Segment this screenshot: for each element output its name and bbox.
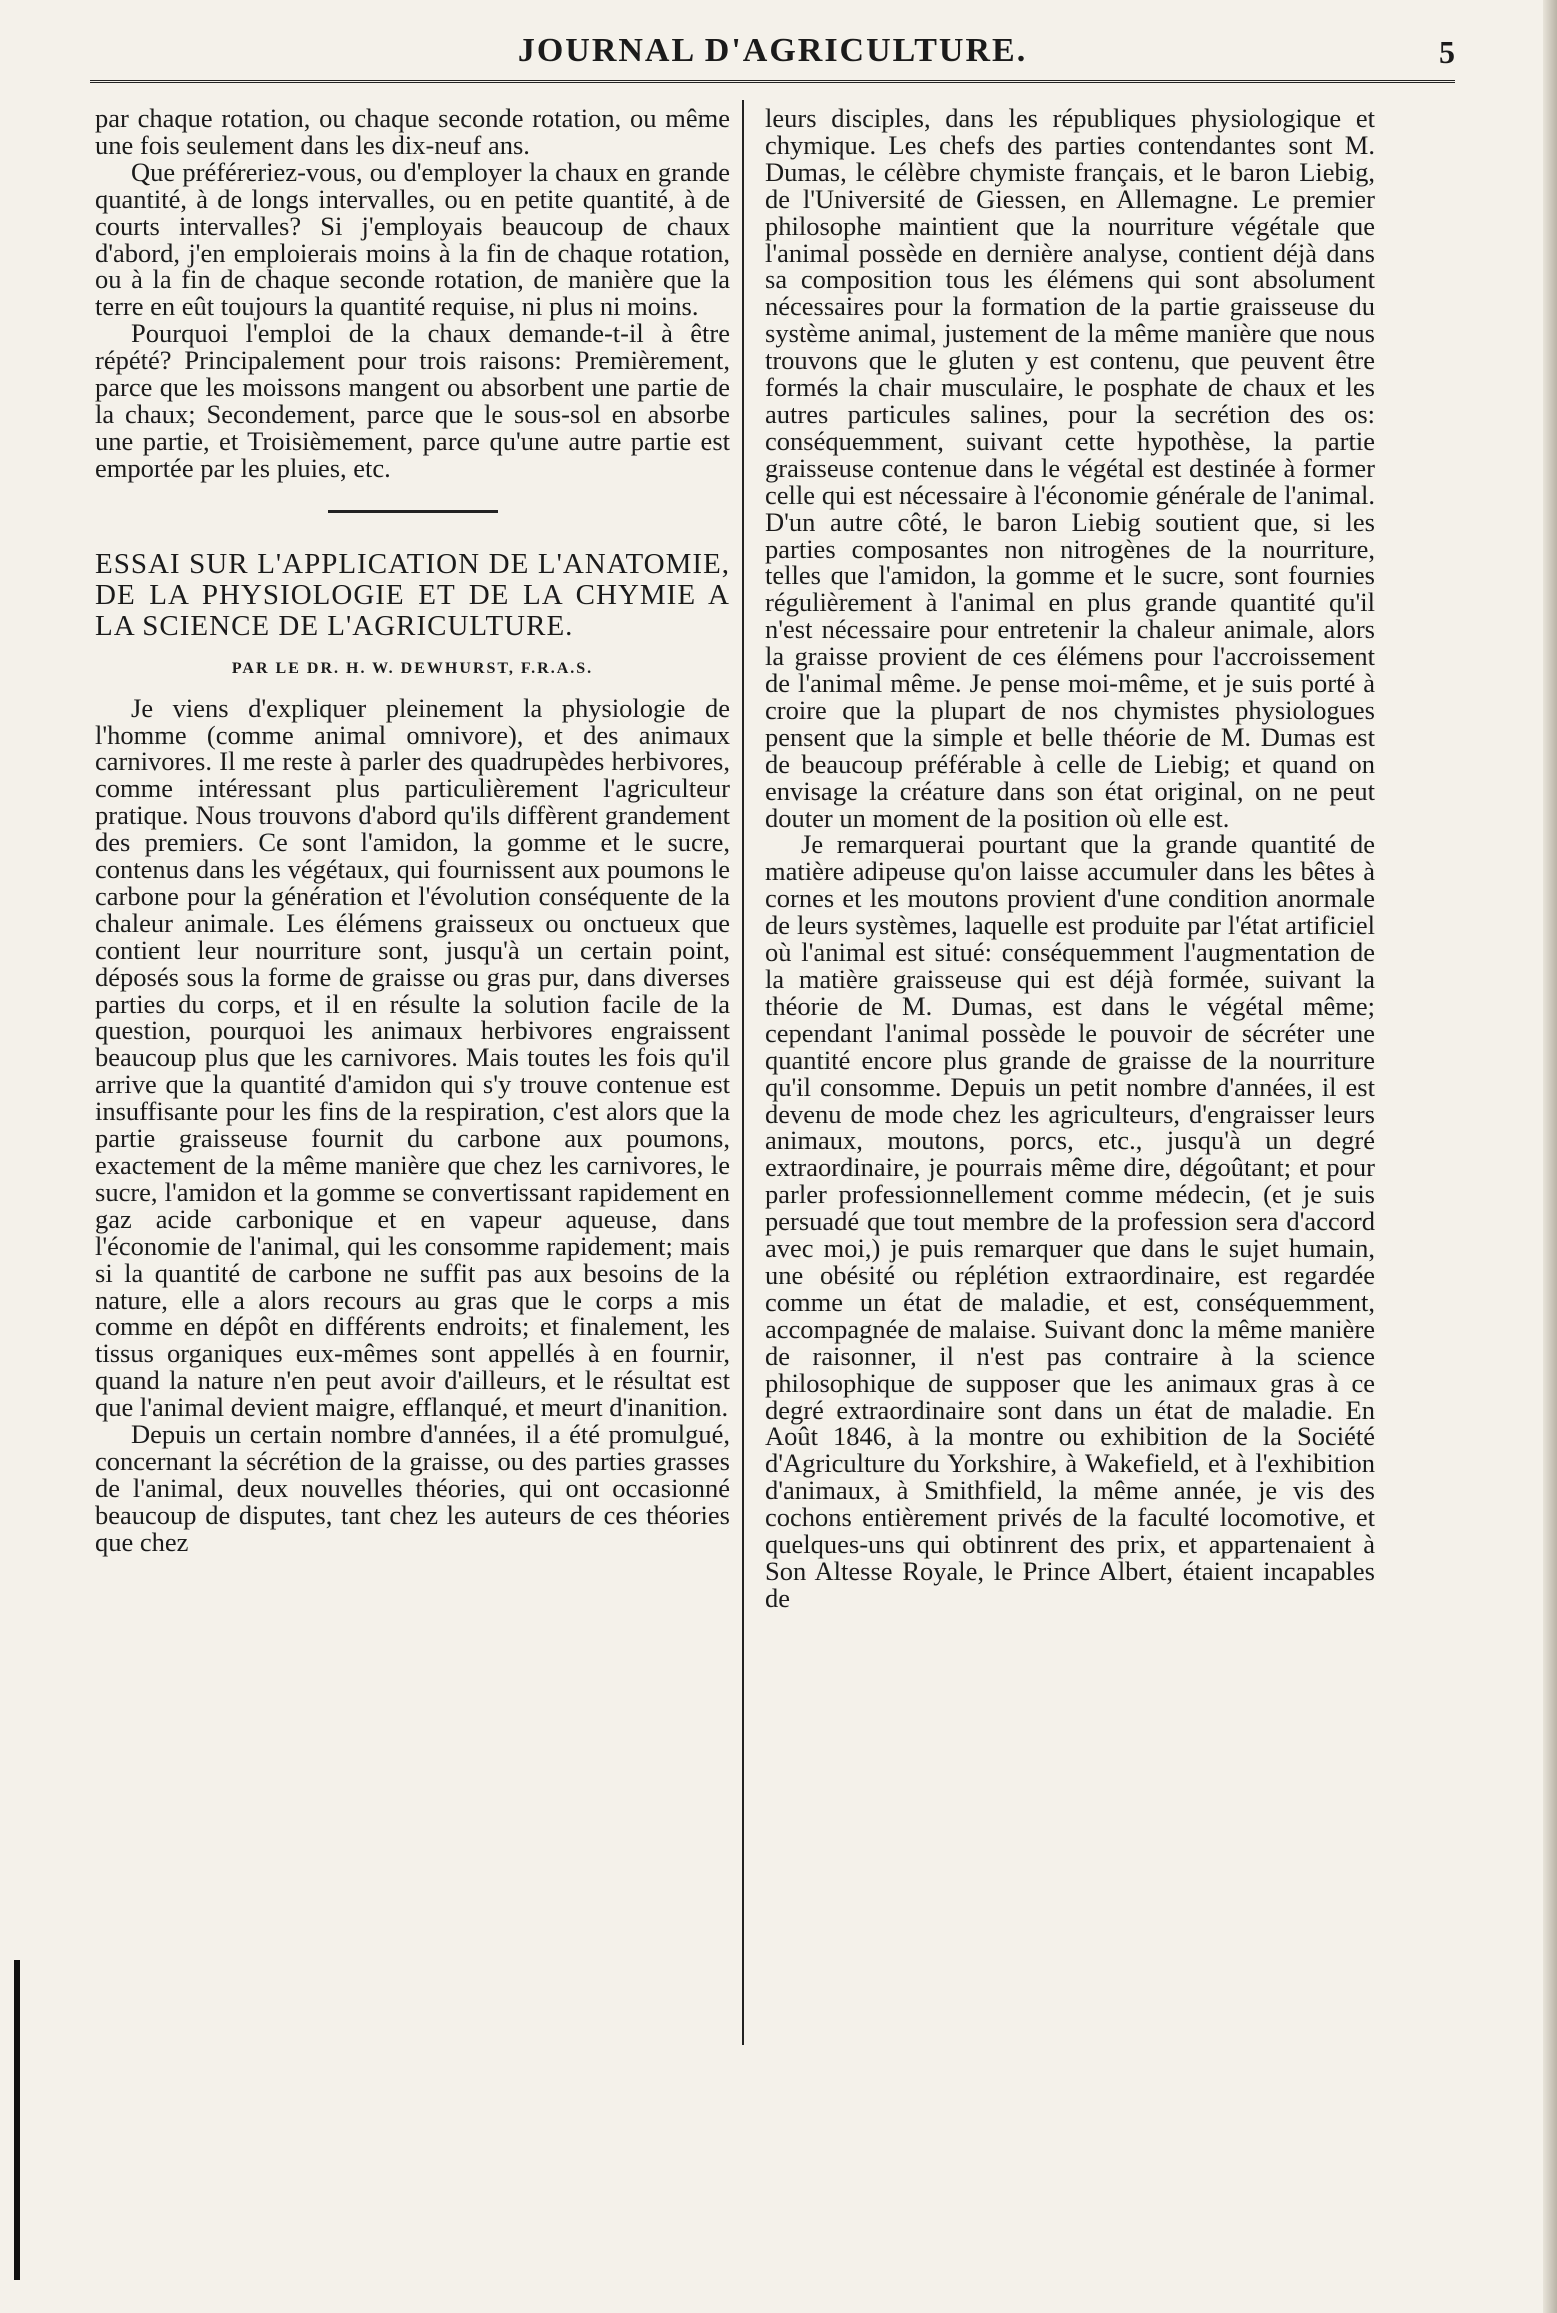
paragraph: Que préféreriez-vous, ou d'employer la chaux en grande quantité, à de longs intervalles, ou en petite quantité, à de courts intervalles? Si j'employais beaucoup de chaux d'abord, j'en emploierais moins à la fin de chaque rotation, ou à la fin de chaque seconde rotation, de manière que la terre en eût toujours la quantité requise, ni plus ni moins. bbox=[95, 156, 730, 322]
left-column bbox=[95, 105, 730, 1556]
paragraph: Pourquoi l'emploi de la chaux demande-t-il à être répété? Principalement pour trois raisons: Premièrement, parce que les moissons mangent ou absorbent une partie de la chaux; Secondement, parce que le sous-sol en absorbe une partie, et Troisièmement, parce qu'une autre partie est emportée par les pluies, etc. bbox=[95, 318, 730, 483]
paragraph: par chaque rotation, ou chaque seconde rotation, ou même une fois seulement dans les dix-neuf ans. bbox=[95, 103, 730, 160]
article-byline: PAR LE DR. H. W. DEWHURST, F.R.A.S. bbox=[231, 659, 594, 677]
paragraph: Je viens d'expliquer pleinement la physiologie de l'homme (comme animal omnivore), et des animaux carnivores. Il me reste à parler des quadrupèdes herbivores, comme intéressant plus particulièrement l'agriculteur pratique. Nous trouvons d'abord qu'ils diffèrent grandement des premiers. Ce sont l'amidon, la gomme et le sucre, contenus dans les végétaux, qui fournissent aux poumons le carbone pour la génération et l'évolution conséquente de la chaleur animale. Les élémens graisseux ou onctueux que contient leur nourriture sont, jusqu'à un certain point, déposés sous la forme de graisse ou gras pur, dans diverses parties du corps, et il en résulte la solution facile de la question, pourquoi les animaux herbivores engraissent beaucoup plus que les carnivores. Mais toutes les fois qu'il arrive que la quantité d'amidon qui s'y trouve contenue est insuffisante pour les fins de la respiration, c'est alors que la partie graisseuse fournit du carbone aux poumons, exactement de la même manière que chez les carnivores, le sucre, l'amidon et la gomme se convertissant rapidement en gaz acide carbonique et en vapeur aqueuse, dans l'économie de l'animal, qui les consomme rapidement; mais si la quantité de carbone ne suffit pas aux besoins de la nature, elle a alors recours au gras que le corps a mis comme en dépôt en différents endroits; et finalement, les tissus organiques eux-mêmes sont appellés à en fournir, quand la nature n'en peut avoir d'ailleurs, et le résultat est que l'animal devient maigre, efflanqué, et meurt d'inanition. bbox=[95, 692, 730, 1423]
scan-page-edge bbox=[1543, 0, 1557, 2313]
page-number: 5 bbox=[1439, 34, 1455, 70]
scan-margin-mark bbox=[14, 1960, 20, 2280]
paragraph: Je remarquerai pourtant que la grande quantité de matière adipeuse qu'on laisse accumuler dans les bêtes à cornes et les moutons provient d'une condition anormale de leurs systèmes, laquelle est produite par l'état artificiel où l'animal est situé: conséquemment l'augmentation de la matière graisseuse qui est déjà formée, suivant la théorie de M. Dumas, est dans le végétal même; cependant l'animal possède le pouvoir de sécréter une quantité encore plus grande de graisse de la nourriture qu'il consomme. Depuis un petit nombre d'années, il est devenu de mode chez les agriculteurs, d'engraisser leurs animaux, moutons, porcs, etc., jusqu'à un degré extraordinaire, je pourrais même dire, dégoûtant; et pour parler professionnellement comme médecin, (et je suis persuadé que tout membre de la profession sera d'accord avec moi,) je puis remarquer que dans le sujet humain, une obésité ou réplétion extraordinaire, est regardée comme un état de maladie, et est, conséquemment, accompagnée de malaise. Suivant donc la même manière de raisonner, il n'est pas contraire à la science philosophique de supposer que les animaux gras à ce degré extraordinaire sont dans un état de maladie. En Août 1846, à la montre ou exhibition de la Société d'Agriculture du Yorkshire, à Wakefield, et à l'exhibition d'animaux, à Smithfield, la même année, je vis des cochons entièrement privés de la faculté locomotive, et quelques-uns qui obtinrent des prix, et appartenaient à Son Altesse Royale, le Prince Albert, étaient incapables de bbox=[765, 829, 1375, 1613]
page-header bbox=[90, 28, 1455, 83]
right-column bbox=[765, 105, 1375, 1612]
paragraph: leurs disciples, dans les républiques physiologique et chymique. Les chefs des parties contendantes sont M. Dumas, le célèbre chymiste français, et le baron Liebig, de l'Université de Giessen, en Allemagne. Le premier philosophe maintient que la nourriture végétale que l'animal possède en dernière analyse, contient déjà dans sa composition tous les élémens qui sont absolument nécessaires pour la formation de la partie graisseuse du système animal, justement de la même manière que nous trouvons que le gluten y est contenu, que peuvent être formés la chair musculaire, le posphate de chaux et les autres particules salines, pour la secrétion des os: conséquemment, suivant cette hypothèse, la partie graisseuse contenue dans le végétal est destinée à former celle qui est nécessaire à l'économie générale de l'animal. D'un autre côté, le baron Liebig soutient que, si les parties composantes non nitrogènes de la nourriture, telles que l'amidon, la gomme et le sucre, sont fournies régulièrement à l'animal en plus grande quantité qu'il n'est nécessaire pour entretenir la chaleur animale, alors la graisse provient de ces élémens pour l'accroissement de l'animal même. Je pense moi-même, et je suis porté à croire que la plupart de nos chymistes physiologues pensent que la simple et belle théorie de M. Dumas est de beaucoup préférable à celle de Liebig; et quand on envisage la créature dans son état original, on ne peut douter un moment de la position où elle est. bbox=[765, 103, 1375, 833]
column-rule bbox=[742, 100, 744, 2045]
journal-title: JOURNAL D'AGRICULTURE. bbox=[517, 32, 1028, 69]
paragraph: Depuis un certain nombre d'années, il a été promulgué, concernant la sécrétion de la graisse, ou des parties grasses de l'animal, deux nouvelles théories, qui ont occasionné beaucoup de disputes, tant chez les auteurs de ces théories que chez bbox=[95, 1419, 730, 1557]
section-divider bbox=[328, 510, 498, 513]
article-title: ESSAI SUR L'APPLICATION DE L'ANATOMIE, DE LA PHYSIOLOGIE ET DE LA CHYMIE A LA SCIENCE DE L'AGRICULTURE. bbox=[95, 547, 730, 642]
